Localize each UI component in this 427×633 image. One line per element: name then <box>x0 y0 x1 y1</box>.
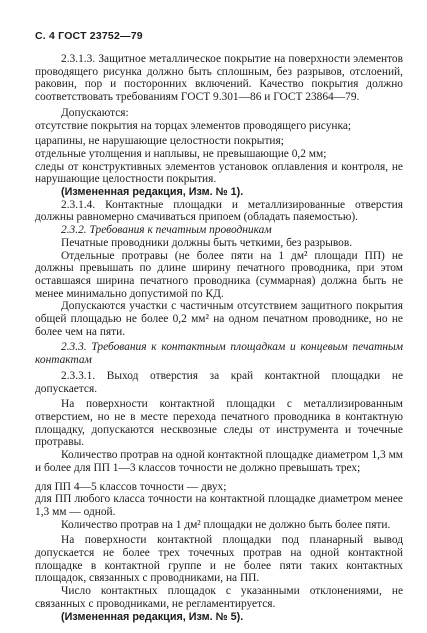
paragraph-allowed-item-3: отдельные утолщения и наплывы, не превышающие 0,2 мм; <box>35 147 327 160</box>
section-heading-2-3-2: 2.3.2. Требования к печатным проводникам <box>61 224 272 237</box>
paragraph-coating-gaps: Допускаются участки с частичным отсутствием защитного покрытия общей площадью не более 0,2 мм² на одном печатном проводнике, но не более чем на пяти. <box>35 300 403 338</box>
paragraph-planar-pads: На поверхности контактной площадки под планарный вывод допускается не более трех точечных протрав на одной контактной площадке в контактной группе и не более пяти таких контактных площадок, связанных с проводниками, на ПП. <box>35 534 403 585</box>
amendment-note-1: (Измененная редакция, Изм. № 1). <box>61 186 244 199</box>
amendment-note-5: (Измененная редакция, Изм. № 5). <box>61 610 244 623</box>
document-body <box>35 53 403 623</box>
paragraph-allowed-item-1: отсутствие покрытия на торцах элементов проводящего рисунка; <box>35 119 352 132</box>
paragraph-allowed-heading: Допускаются: <box>61 106 129 119</box>
paragraph-allowed-item-4: следы от конструктивных элементов установок оплавления и контроля, не нарушающие целостности покрытия. <box>35 160 403 186</box>
paragraph-allowed-item-2: царапины, не нарушающие целостности покрытия; <box>35 135 284 148</box>
paragraph-etch-count: Количество протрав на одной контактной площадке диаметром 1,3 мм и более для ПП 1—3 классов точности не должно превышать трех; <box>35 449 403 474</box>
paragraph-2-3-3-1: 2.3.3.1. Выход отверстия за край контактной площадки не допускается. <box>35 369 403 395</box>
paragraph-pad-surface: На поверхности контактной площадки с металлизированным отверстием, но не в месте перехода печатного проводника в контактную площадку, допускаются несквозные следы от инструмента и точечные протравы. <box>35 398 403 449</box>
paragraph-single-etches: Отдельные протравы (не более пяти на 1 дм² площади ПП) не должны превышать по длине ширину печатного проводника, при этом оставшаяся ширина печатного проводника (суммарная) должна быть не менее минимально допустимой по КД. <box>35 249 403 300</box>
paragraph-any-class: для ПП любого класса точности на контактной площадке диаметром менее 1,3 мм — одной. <box>35 493 403 518</box>
paragraph-unregulated: Число контактных площадок с указанными отклонениями, не связанных с проводниками, не регламентируется. <box>35 585 403 610</box>
paragraph-2-3-1-3: 2.3.1.3. Защитное металлическое покрытие на поверхности элементов проводящего рисунка должно быть сплошным, без разрывов, отслоений, раковин, пор и посторонних включений. Качество покрытия должно соответствовать требованиям ГОСТ 9.301—86 и ГОСТ 23864—79. <box>35 53 403 104</box>
page-header: С. 4 ГОСТ 23752—79 <box>35 30 143 42</box>
paragraph-etches-per-dm2: Количество протрав на 1 дм² площадки не должно быть более пяти. <box>61 518 391 531</box>
paragraph-class-4-5: для ПП 4—5 классов точности — двух; <box>35 480 227 493</box>
section-heading-2-3-3: 2.3.3. Требования к контактным площадкам и концевым печатным контактам <box>35 341 403 367</box>
paragraph-2-3-1-4: 2.3.1.4. Контактные площадки и металлизированные отверстия должны равномерно смачиваться припоем (обладать паяемостью). <box>35 198 403 224</box>
paragraph-conductors-clear: Печатные проводники должны быть четкими, без разрывов. <box>61 236 353 249</box>
